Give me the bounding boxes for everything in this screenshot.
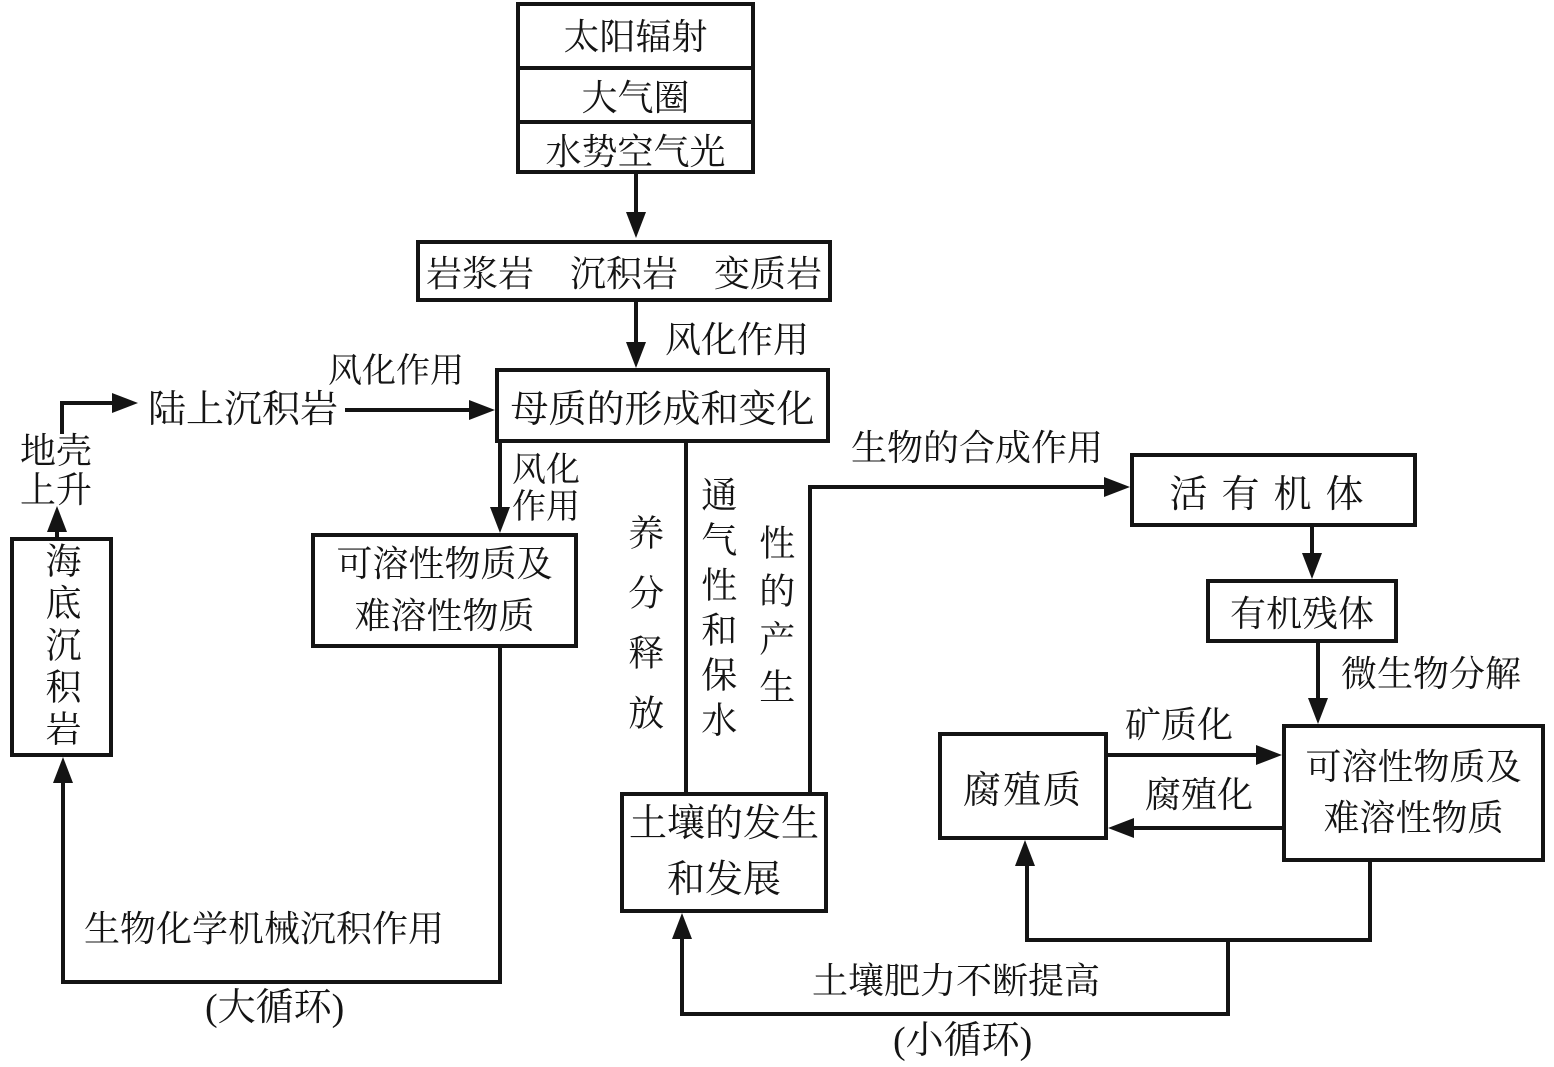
soil-to-living-vline — [808, 487, 812, 792]
humification-arrowhead — [1108, 818, 1134, 838]
rock-types-box: 岩浆岩 沉积岩 变质岩 — [416, 240, 832, 302]
uplift-elbow-hline — [60, 401, 116, 405]
soluble-to-humus-hline — [1025, 938, 1372, 942]
parent-material-box: 母质的形成和变化 — [495, 368, 830, 443]
crust-uplift-line1: 地壳 — [19, 431, 92, 471]
bio-synthesis-label: 生物的合成作用 — [851, 428, 1104, 468]
soluble-insoluble-right-box — [1282, 724, 1545, 862]
soluble-to-humus-vline2 — [1025, 864, 1029, 940]
humification-label: 腐殖化 — [1145, 775, 1254, 815]
mineralization-line — [1108, 753, 1258, 757]
sun-to-rocks-line — [634, 174, 638, 216]
small-cycle-label: (小循环) — [893, 1020, 1033, 1062]
atmosphere-row: 大气圈 — [520, 66, 751, 120]
uplift-to-landrock-arrowhead — [112, 393, 138, 413]
soluble-to-humus-vline1 — [1368, 862, 1372, 942]
aeration-water-retention-label: 通气性和保水 — [696, 476, 737, 746]
soil-line1: 土壤的发生 — [628, 803, 819, 846]
residue-to-soluble-line — [1316, 643, 1320, 700]
sun-radiation-row: 太阳辐射 — [563, 16, 708, 57]
living-organism-box: 活有机体 — [1130, 453, 1417, 527]
sun-radiation-box — [516, 2, 755, 174]
soil-development-box — [620, 792, 828, 913]
property-production-label: 性的产生 — [754, 524, 795, 716]
residue-to-soluble-arrowhead — [1308, 698, 1328, 724]
soil-line2: 和发展 — [666, 858, 781, 901]
living-to-residue-line — [1310, 527, 1314, 555]
big-cycle-label: (大循环) — [205, 987, 345, 1029]
weathering-mid-label — [512, 452, 580, 527]
rocks-to-parent-arrowhead — [626, 342, 646, 368]
mineralization-arrowhead — [1256, 745, 1282, 765]
crust-uplift-line2: 上升 — [19, 469, 92, 510]
big-cycle-vline-right — [498, 648, 502, 984]
small-cycle-arrowhead — [672, 913, 692, 939]
landrock-to-parent-line — [345, 408, 473, 412]
weathering-top-label: 风化作用 — [665, 320, 810, 360]
seafloor-sedimentary-rock-box — [10, 537, 113, 757]
parent-to-soil-line — [684, 443, 688, 792]
weathering-mid-line2: 作用 — [512, 489, 580, 527]
parent-to-soluble-line — [498, 443, 502, 510]
weathering-mid-line1: 风化 — [512, 452, 580, 489]
mineralization-label: 矿质化 — [1125, 705, 1234, 745]
soluble-right-line2: 难溶性物质 — [1323, 798, 1504, 838]
organic-residue-box: 有机残体 — [1206, 579, 1398, 643]
soluble-insoluble-left-box — [311, 533, 578, 648]
soil-to-living-arrowhead — [1104, 477, 1130, 497]
seafloor-to-uplift-line — [55, 529, 59, 539]
land-sedimentary-rock-label: 陆上沉积岩 — [148, 389, 339, 431]
small-cycle-vline-right — [1226, 938, 1230, 1016]
seafloor-rock-label: 海底沉积岩 — [41, 542, 81, 752]
big-cycle-vline-left — [61, 780, 65, 982]
soluble-to-humus-arrowhead — [1015, 840, 1035, 866]
soluble-left-line1: 可溶性物质及 — [336, 544, 553, 585]
small-cycle-vline-left — [680, 936, 684, 1014]
weathering-left-label: 风化作用 — [328, 353, 464, 390]
big-cycle-hline — [61, 980, 502, 984]
uplift-elbow-vline — [60, 401, 64, 434]
nutrient-release-label: 养分释放 — [623, 514, 664, 754]
big-cycle-arrowhead — [53, 757, 73, 783]
soil-to-living-hline — [808, 485, 1108, 489]
small-cycle-hline — [680, 1012, 1230, 1016]
microbial-decomposition-label: 微生物分解 — [1341, 654, 1522, 694]
soluble-left-line2: 难溶性物质 — [354, 595, 535, 636]
soluble-right-line1: 可溶性物质及 — [1305, 746, 1522, 787]
humus-box: 腐殖质 — [938, 732, 1108, 840]
living-to-residue-arrowhead — [1302, 553, 1322, 579]
sun-to-rocks-arrowhead — [626, 212, 646, 238]
parent-to-soluble-arrowhead — [490, 507, 510, 533]
landrock-to-parent-arrowhead — [469, 400, 495, 420]
rocks-to-parent-line — [634, 302, 638, 346]
water-heat-air-light-row: 水势空气光 — [520, 120, 751, 174]
biochemical-deposition-label: 生物化学机械沉积作用 — [84, 909, 445, 949]
crust-uplift-label — [12, 432, 100, 510]
fertility-improvement-label: 土壤肥力不断提高 — [812, 961, 1101, 1001]
humification-line — [1130, 826, 1282, 830]
